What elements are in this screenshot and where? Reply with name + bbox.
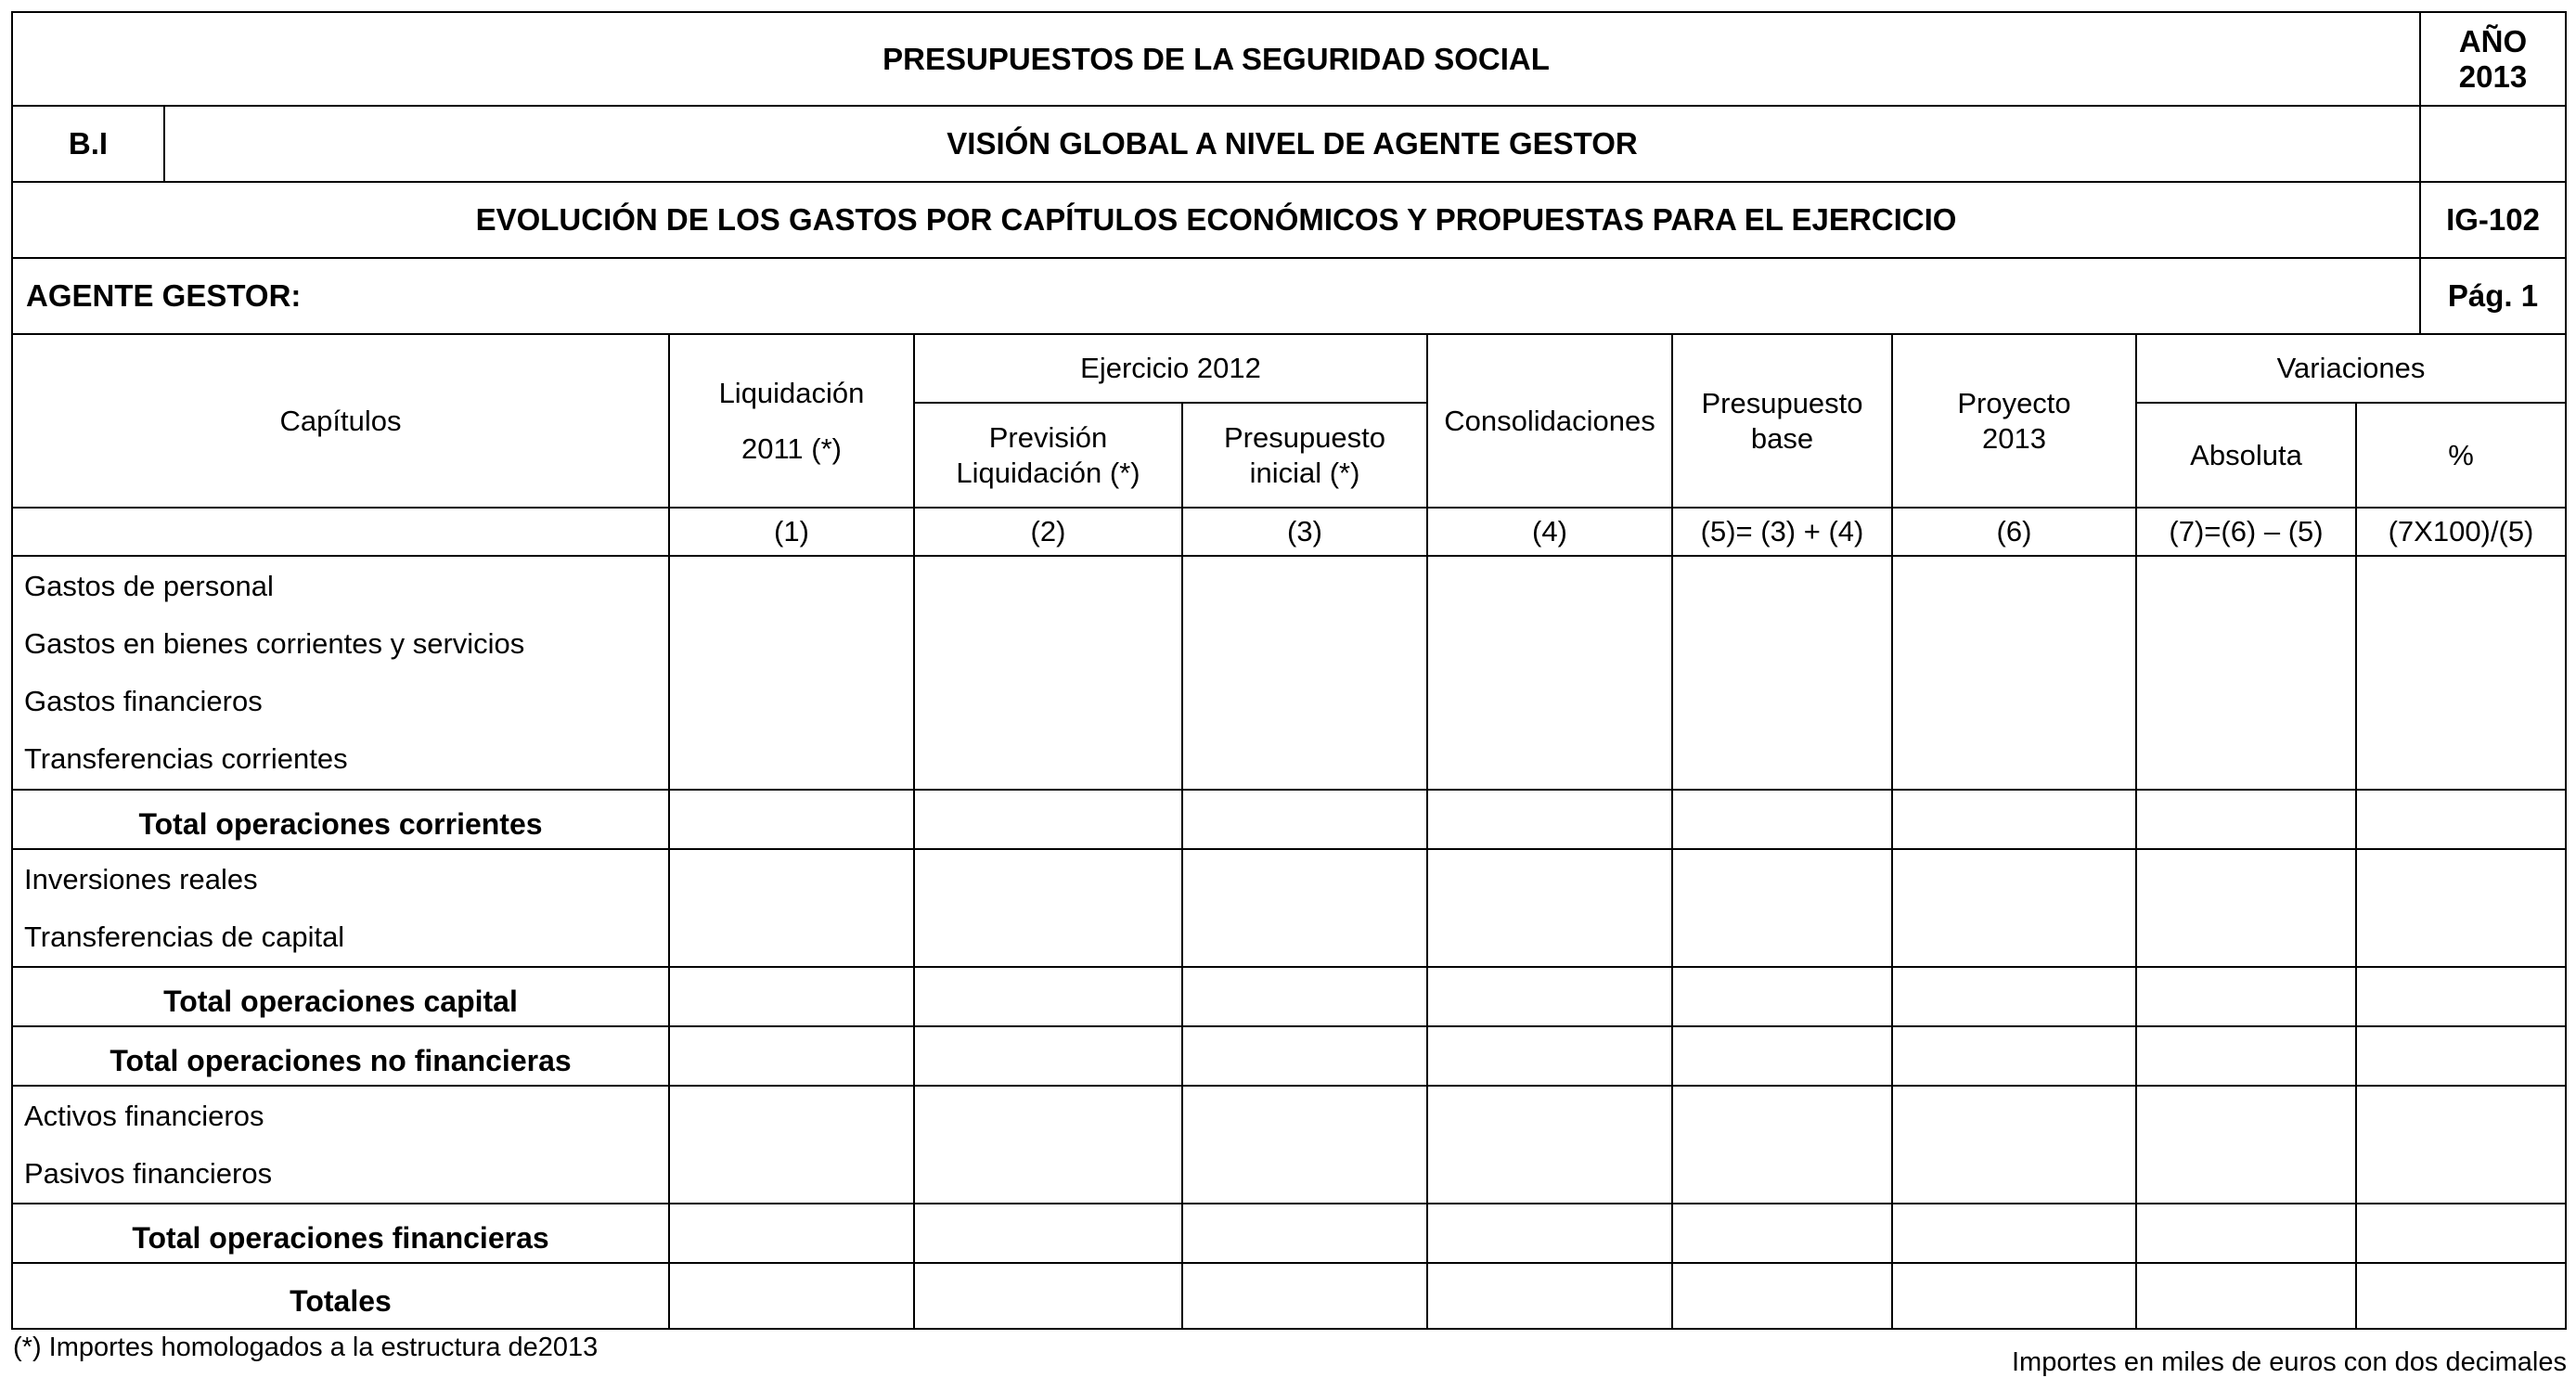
row-label: Transferencias corrientes — [24, 742, 348, 775]
col-liquidacion-year: 2011 (*) — [741, 431, 842, 465]
report-code: IG-102 — [2420, 182, 2566, 258]
empty-cell — [669, 1263, 914, 1329]
colnum-3: (3) — [1182, 508, 1427, 556]
empty-cell — [1892, 1204, 2136, 1263]
empty-cell — [914, 1086, 1182, 1204]
empty-cell — [1892, 790, 2136, 849]
empty-cell — [1182, 790, 1427, 849]
empty-cell — [1182, 849, 1427, 967]
units-note: Importes en miles de euros con dos decimales — [2011, 1347, 2567, 1377]
totales — [12, 1263, 669, 1329]
table-row — [12, 790, 2566, 849]
agent-label: AGENTE GESTOR: — [12, 258, 2420, 334]
group-corrientes — [12, 556, 669, 790]
empty-cell — [1892, 1026, 2136, 1086]
col-proyecto — [1892, 335, 2136, 508]
form-title: PRESUPUESTOS DE LA SEGURIDAD SOCIAL — [12, 12, 2420, 106]
empty-cell — [2136, 1263, 2356, 1329]
empty-cell — [669, 790, 914, 849]
total-label: Total operaciones corrientes — [138, 807, 543, 841]
empty-cell — [1427, 1204, 1672, 1263]
year-cell — [2420, 12, 2566, 106]
empty-cell — [1182, 967, 1427, 1026]
form-header — [11, 11, 2567, 335]
empty-cell — [2136, 1026, 2356, 1086]
colnum-6: (6) — [1892, 508, 2136, 556]
empty-cell — [914, 556, 1182, 790]
colnum-capitulos — [12, 508, 669, 556]
col-capitulos: Capítulos — [12, 335, 669, 508]
total-financieras — [12, 1204, 669, 1263]
empty-cell — [1892, 849, 2136, 967]
total-capital — [12, 967, 669, 1026]
empty-cell — [2356, 1026, 2566, 1086]
col-presupuesto-inicial-l1: Presupuesto — [1223, 420, 1386, 454]
row-label: Gastos en bienes corrientes y servicios — [24, 627, 525, 660]
empty-cell — [1427, 1086, 1672, 1204]
col-prevision-l1: Previsión — [988, 420, 1108, 454]
page-label: Pág. 1 — [2420, 258, 2566, 334]
empty-cell — [2356, 1086, 2566, 1204]
total-label: Total operaciones no financieras — [109, 1044, 572, 1077]
table-row — [12, 1086, 2566, 1204]
col-presupuesto-base-l2: base — [1750, 421, 1814, 455]
empty-cell — [1892, 1086, 2136, 1204]
empty-cell — [1672, 1026, 1892, 1086]
empty-cell — [2356, 1263, 2566, 1329]
table-row — [12, 1204, 2566, 1263]
col-liquidacion-label: Liquidación — [718, 376, 865, 409]
empty-cell — [2136, 556, 2356, 790]
total-label: Total operaciones capital — [163, 985, 518, 1018]
empty-cell — [914, 1263, 1182, 1329]
empty-cell — [1182, 1026, 1427, 1086]
empty-cell — [1892, 556, 2136, 790]
empty-cell — [1672, 967, 1892, 1026]
empty-cell — [1427, 556, 1672, 790]
col-absoluta: Absoluta — [2136, 403, 2356, 508]
col-prevision-l2: Liquidación (*) — [956, 456, 1140, 489]
col-porcentaje: % — [2356, 403, 2566, 508]
empty-cell — [1182, 1263, 1427, 1329]
empty-cell — [1427, 849, 1672, 967]
total-corrientes — [12, 790, 669, 849]
colnum-8: (7X100)/(5) — [2356, 508, 2566, 556]
table-row — [12, 556, 2566, 790]
col-presupuesto-inicial — [1182, 403, 1427, 508]
empty-cell — [669, 849, 914, 967]
empty-cell — [1672, 1204, 1892, 1263]
empty-cell — [2136, 1204, 2356, 1263]
row-label: Transferencias de capital — [24, 920, 345, 953]
empty-cell — [669, 1086, 914, 1204]
col-consolidaciones: Consolidaciones — [1427, 335, 1672, 508]
col-presupuesto-inicial-l2: inicial (*) — [1249, 456, 1360, 489]
col-variaciones: Variaciones — [2136, 335, 2566, 403]
empty-cell — [669, 1204, 914, 1263]
empty-cell — [1672, 1263, 1892, 1329]
empty-cell — [2136, 1086, 2356, 1204]
empty-cell — [1427, 1026, 1672, 1086]
table-row — [12, 1263, 2566, 1329]
total-label: Totales — [290, 1283, 392, 1318]
group-financieras — [12, 1086, 669, 1204]
empty-cell — [914, 1204, 1182, 1263]
empty-cell — [1672, 1086, 1892, 1204]
empty-cell — [2420, 106, 2566, 182]
row-label: Inversiones reales — [24, 862, 258, 895]
empty-cell — [2356, 1204, 2566, 1263]
empty-cell — [914, 849, 1182, 967]
empty-cell — [2356, 967, 2566, 1026]
colnum-5: (5)= (3) + (4) — [1672, 508, 1892, 556]
total-label: Total operaciones financieras — [132, 1221, 549, 1255]
expenses-table — [11, 335, 2567, 1330]
table-row — [12, 849, 2566, 967]
col-liquidacion — [669, 335, 914, 508]
section-title: VISIÓN GLOBAL A NIVEL DE AGENTE GESTOR — [164, 106, 2420, 182]
row-label: Activos financieros — [24, 1099, 264, 1132]
empty-cell — [1892, 1263, 2136, 1329]
empty-cell — [1427, 790, 1672, 849]
empty-cell — [1427, 967, 1672, 1026]
group-capital — [12, 849, 669, 967]
empty-cell — [2136, 790, 2356, 849]
empty-cell — [669, 556, 914, 790]
empty-cell — [669, 1026, 914, 1086]
empty-cell — [1182, 556, 1427, 790]
empty-cell — [1182, 1086, 1427, 1204]
row-label: Gastos financieros — [24, 685, 263, 717]
col-proyecto-l1: Proyecto — [1957, 386, 2071, 419]
section-code: B.I — [12, 106, 164, 182]
empty-cell — [1892, 967, 2136, 1026]
col-prevision — [914, 403, 1182, 508]
colnum-2: (2) — [914, 508, 1182, 556]
empty-cell — [1672, 790, 1892, 849]
year-label: AÑO — [2458, 23, 2528, 58]
footnote: (*) Importes homologados a la estructura de2013 — [13, 1333, 599, 1362]
year-value: 2013 — [2458, 58, 2528, 94]
table-row — [12, 967, 2566, 1026]
col-proyecto-l2: 2013 — [1982, 421, 2046, 455]
empty-cell — [2136, 849, 2356, 967]
colnum-1: (1) — [669, 508, 914, 556]
empty-cell — [1672, 849, 1892, 967]
total-no-financieras — [12, 1026, 669, 1086]
col-presupuesto-base — [1672, 335, 1892, 508]
colnum-7: (7)=(6) – (5) — [2136, 508, 2356, 556]
empty-cell — [914, 1026, 1182, 1086]
empty-cell — [2136, 967, 2356, 1026]
empty-cell — [1427, 1263, 1672, 1329]
empty-cell — [2356, 790, 2566, 849]
empty-cell — [2356, 556, 2566, 790]
empty-cell — [914, 967, 1182, 1026]
table-row — [12, 1026, 2566, 1086]
colnum-4: (4) — [1427, 508, 1672, 556]
empty-cell — [669, 967, 914, 1026]
row-label: Gastos de personal — [24, 570, 274, 602]
col-ejercicio: Ejercicio 2012 — [914, 335, 1427, 403]
empty-cell — [914, 790, 1182, 849]
empty-cell — [1672, 556, 1892, 790]
row-label: Pasivos financieros — [24, 1156, 273, 1190]
budget-form — [11, 11, 2565, 1330]
col-presupuesto-base-l1: Presupuesto — [1701, 386, 1863, 419]
report-title: EVOLUCIÓN DE LOS GASTOS POR CAPÍTULOS ECONÓMICOS Y PROPUESTAS PARA EL EJERCICIO — [12, 182, 2420, 258]
empty-cell — [2356, 849, 2566, 967]
empty-cell — [1182, 1204, 1427, 1263]
